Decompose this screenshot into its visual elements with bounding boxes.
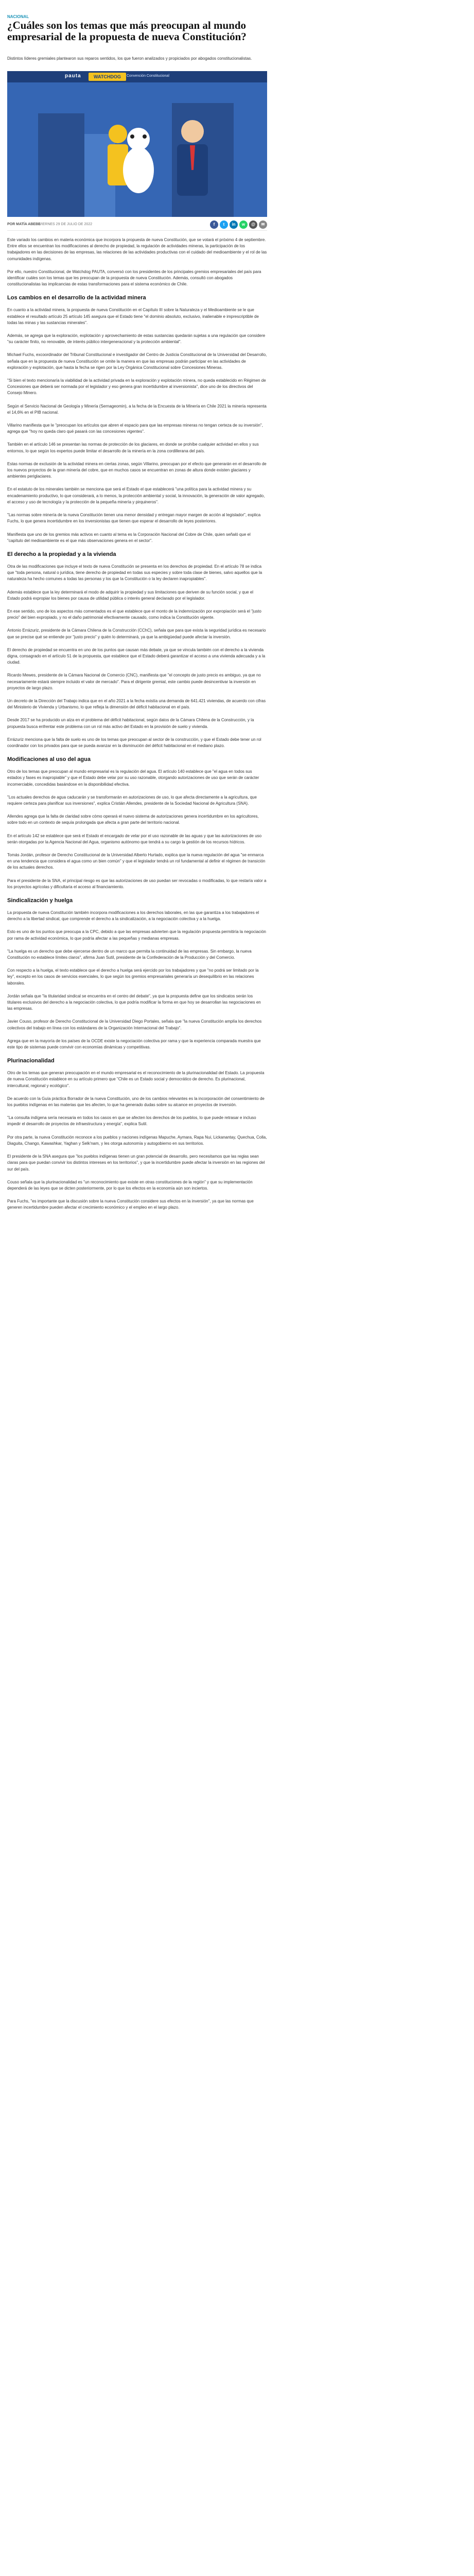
hero-image bbox=[7, 71, 267, 217]
article-paragraph: Villarino manifiesta que le "preocupan los artículos que abren el espacio para que las empresas mineras no tengan certeza de su inversión", agrega que "hoy no queda claro qué pasará con las concesiones vigentes". bbox=[7, 423, 263, 434]
article-paragraph: Este variado los cambios en materia económica que incorpora la propuesta de nueva Constitución, que se votará el próximo 4 de septiembre. Entre ellos se encuentran los modificaciones al derecho de propiedad, la regulación de actividades mineras, la participación de los trabajadores en las decisiones de las empresas, las relaciones de las actividades productivas con el cuidado del medioambiente y el rol de las comunidades indígenas. bbox=[7, 238, 267, 261]
article-paragraph: Michael Fuchs, excoordinador del Tribunal Constitucional e investigador del Centro de Justicia Constitucional de la Universidad del Desarrollo, señala que en la propuesta de nueva Constitución se omite la manera en que las empresas podrán participar en las actividades de exploración y explotación, que hasta la fecha se rigen por la Ley Orgánica Constitucional sobre Concesiones Mineras. bbox=[7, 352, 267, 370]
article-paragraph: En cuanto a la actividad minera, la propuesta de nueva Constitución en el Capítulo III sobre la Naturaleza y el Medioambiente se le que establece el resultado artículo 25 artículo 145 asegura que el Estado tiene "el dominio absoluto, exclusivo, inalienable e imprescriptible de todas las minas y las sustancias minerales". bbox=[7, 308, 259, 325]
article-paragraph: Desde 2017 se ha producido un alza en el problema del déficit habitacional, según datos de la Cámara Chilena de la Construcción, y la propuesta busca enfrentar este problema con un rol más activo del Estado en la provisión de suelo y vivienda. bbox=[7, 718, 254, 729]
article-paragraph: Además establece que la ley determinará el modo de adquirir la propiedad y sus limitaciones que deriven de su función social, y que el Estado podrá expropiar los bienes por causa de utilidad pública o interés general declarado por el legislador. bbox=[7, 589, 254, 601]
article-paragraph: Ricardo Mewes, presidente de la Cámara Nacional de Comercio (CNC), manifiesta que "el concepto de justo precio es ambiguo, ya que no necesariamente estará siempre incluido el valor de mercado". Para el dirigente gremial, este cambio puede desincentivar la inversión en proyectos de largo plazo. bbox=[7, 673, 261, 690]
share-buttons bbox=[210, 221, 267, 229]
article-paragraph: El derecho de propiedad se encuentra en uno de los puntos que causan más debate, ya que se vincula también con el derecho a la vivienda digna, consagrado en el artículo 51 de la propuesta, que establece que el Estado deberá garantizar el acceso a una vivienda adecuada y a la ciudad. bbox=[7, 647, 266, 665]
hero-caption: Convención Constitucional bbox=[127, 74, 169, 78]
mail-share-icon[interactable]: ✉ bbox=[259, 221, 267, 229]
section-heading: Sindicalización y huelga bbox=[7, 897, 73, 904]
section-heading: Modificaciones al uso del agua bbox=[7, 756, 91, 763]
article-paragraph: Para Fuchs, "es importante que la discusión sobre la nueva Constitución considere sus efectos en la inversión", ya que las normas que generen incertidumbre pueden afectar el crecimiento económico y el empleo en el largo plazo. bbox=[7, 1199, 254, 1210]
article-paragraph: "Las normas sobre minería de la nueva Constitución tienen una menor densidad y entregan mayor margen de acción al legislador", explica Fuchs, lo que genera incertidumbre en los inversionistas que tienen que esperar el desarrollo de leyes posteriores. bbox=[7, 513, 261, 524]
section-heading: El derecho a la propiedad y a la vivienda bbox=[7, 551, 116, 557]
watchdog-badge: WATCHDOG bbox=[89, 73, 126, 81]
article-paragraph: "La huelga es un derecho que debe ejercerse dentro de un marco que permita la continuidad de las empresas. Sin embargo, la nueva Constitución no establece límites claros", afirma Juan Sutil, presidente de la Confederación de la Producción y del Comercio. bbox=[7, 948, 252, 960]
article-paragraph: Tomás Jordán, profesor de Derecho Constitucional de la Universidad Alberto Hurtado, explica que la nueva regulación del agua "se enmarca en una tendencia que considera el agua como un bien común" y que el legislador tendrá un rol fundamental al definir el régimen de transición de los actuales derechos. bbox=[7, 853, 266, 870]
article-paragraph: Jordán señala que "la titularidad sindical se encuentra en el centro del debate", ya que la propuesta define que los sindicatos serán los titulares exclusivos del derecho a la negociación colectiva, lo que podría modificar la forma en que hoy se desarrollan las negociaciones en las empresas. bbox=[7, 993, 261, 1011]
article-paragraph: En ese sentido, uno de los aspectos más comentados es el que establece que el monto de la indemnización por expropiación será el "justo precio" del bien expropiado, y no el daño patrimonial efectivamente causado, como indica la Constitución vigente. bbox=[7, 608, 261, 620]
dog-figure bbox=[123, 128, 154, 193]
email-share-icon[interactable]: @ bbox=[249, 221, 257, 229]
whatsapp-share-icon[interactable]: w bbox=[239, 221, 248, 229]
article-paragraph: Por otra parte, la nueva Constitución reconoce a los pueblos y naciones indígenas Mapuche, Aymara, Rapa Nui, Lickanantay, Quechua, Colla, Diaguita, Chango, Kawashkar, Yaghan y Selk'nam, y les otorga autonomía y autogobierno en sus territorios. bbox=[7, 1134, 267, 1146]
article-paragraph: Errázuriz menciona que la falta de suelo es uno de los temas que preocupan al sector de la construcción, y que el Estado debe tener un rol coordinador con los privados para que se pueda avanzar en la disminución del déficit habitacional en el mediano plazo. bbox=[7, 737, 261, 748]
article-paragraph: En el estatuto de los minerales también se menciona que será el Estado el que establecerá "una política para la actividad minera y su encadenamiento productivo, lo que considerará, a lo menos, la protección ambiental y social, la innovación, la generación de valor agregado, el acceso y uso de tecnología y la protección de la pequeña minería y pirquineros". bbox=[7, 487, 265, 504]
article-paragraph: Con respecto a la huelga, el texto establece que el derecho a huelga será ejercido por los trabajadores y que "no podrá ser limitado por la ley", excepto en los casos de servicios esenciales, lo que según los gremios empresariales generaría un desequilibrio en las relaciones laborales. bbox=[7, 968, 259, 986]
article-paragraph: Javier Couso, profesor de Derecho Constitucional de la Universidad Diego Portales, señala que "la nueva Constitución amplía los derechos colectivos del trabajo en línea con los estándares de la Organización Internacional del Trabajo". bbox=[7, 1019, 262, 1030]
businessman-figure bbox=[177, 120, 208, 196]
article-paragraph: "La consulta indígena sería necesaria en todos los casos en que se afecten los derechos de los pueblos, lo que puede retrasar e incluso impedir el desarrollo de proyectos de infraestructura y energía", explica Sutil. bbox=[7, 1115, 256, 1127]
section-tag[interactable]: NACIONAL bbox=[7, 14, 29, 19]
article-paragraph: Por ello, nuestro Constitucional, de Watchdog PAUTA, conversó con los presidentes de los principales gremios empresariales del país para identificar cuáles son los temas que les preocupan de la propuesta de nueva Constitución. Además, consultó con abogados constitucionalistas las implicancias de estas transformaciones para el sistema económico de Chile. bbox=[7, 269, 261, 287]
article-paragraph: Estas normas de exclusión de la actividad minera en ciertas zonas, según Villarino, preocupan por el efecto que generarán en el desarrollo de los nuevos proyectos de la gran minería del cobre, que en muchos casos se encuentran en zonas de altura donde existen glaciares y ambientes periglaciares. bbox=[7, 461, 267, 479]
article-paragraph: "Si bien el texto mencionaría la viabilidad de la actividad privada en la exploración y explotación minera, no queda establecido en Régimen de Concesiones que deberá ser normada por el legislador y eso genera gran incertidumbre al inversionista", dice uno de los directivos del Consejo Minero. bbox=[7, 378, 266, 396]
section-heading: Plurinacionalidad bbox=[7, 1058, 55, 1064]
article-paragraph: En el artículo 142 se establece que será el Estado el encargado de velar por el uso razonable de las aguas y que las autorizaciones de uso serán otorgadas por la Agencia Nacional del Agua, organismo autónomo que tendrá a su cargo la gestión de los recursos hídricos. bbox=[7, 833, 262, 844]
article-lead: Distintos líderes gremiales plantearon sus reparos sentidos, los que fueron analizados y propiciados por abogados constitucionalistas. bbox=[7, 56, 252, 61]
article-paragraph: Para el presidente de la SNA, el principal riesgo es que las autorizaciones de uso puedan ser revocadas o modificadas, lo que restaría valor a los proyectos agrícolas y dificultaría el acceso al financiamiento. bbox=[7, 878, 267, 889]
byline-date: VIERNES 29 DE JULIO DE 2022 bbox=[39, 223, 93, 226]
article-paragraph: Antonio Errázuriz, presidente de la Cámara Chilena de la Construcción (CChC), señala que para que exista la seguridad jurídica es necesario que se precise qué se entiende por "justo precio" y quién lo determinará, ya que la ambigüedad puede afectar la inversión. bbox=[7, 628, 266, 639]
hero-illustration bbox=[7, 82, 267, 217]
article-paragraph: Agrega que en la mayoría de los países de la OCDE existe la negociación colectiva por rama y que la experiencia comparada muestra que este tipo de sistemas puede convivir con economías dinámicas y competitivas. bbox=[7, 1038, 261, 1050]
article-paragraph: El presidente de la SNA asegura que "los pueblos indígenas tienen un gran potencial de desarrollo, pero necesitamos que las reglas sean claras para que puedan convivir los distintos intereses en los territorios", y que la incertidumbre puede afectar la inversión en las regiones del sur del país. bbox=[7, 1154, 265, 1172]
article-paragraph: Además, se agrega que la exploración, explotación y aprovechamiento de estas sustancias quedarán sujetas a una regulación que considere "su carácter finito, no renovable, de interés público intergeneracional y la protección ambiental". bbox=[7, 333, 266, 345]
hero-banner bbox=[7, 71, 267, 82]
pauta-logo: pauta bbox=[65, 73, 81, 79]
article-paragraph: Otra de las modificaciones que incluye el texto de nueva Constitución se presenta en los derechos de propiedad. En el artículo 78 se indica que "toda persona, natural o jurídica, tiene derecho de propiedad en todas sus especies y sobre toda clase de bienes, salvo aquellos que la naturaleza ha hecho comunes a todas las personas y los que la Constitución o la ley declaren inapropiables". bbox=[7, 564, 262, 582]
article-headline: ¿Cuáles son los temas que más preocupan al mundo empresarial de la propuesta de nueva Constitución? bbox=[7, 19, 247, 43]
article-paragraph: Otro de los temas que preocupan al mundo empresarial es la regulación del agua. El artículo 140 establece que "el agua en todos sus estados y fases es inapropiable" y que el Estado debe velar por su uso razonable, otorgando autorizaciones de uso que serán de carácter incomerciable, concedidas basándose en la disponibilidad efectiva. bbox=[7, 769, 259, 787]
facebook-share-icon[interactable]: f bbox=[210, 221, 218, 229]
article-paragraph: La propuesta de nueva Constitución también incorpora modificaciones a los derechos laborales, en las que garantiza a los trabajadores el derecho a la libertad sindical, que comprende el derecho a la sindicalización, a la negociación colectiva y a la huelga. bbox=[7, 910, 259, 922]
article-paragraph: También en el artículo 146 se presentan las normas de protección de los glaciares, en donde se prohíbe cualquier actividad en ellos y sus entornos, lo que según los expertos puede limitar el desarrollo de la minería en la zona cordillerana del país. bbox=[7, 442, 259, 453]
article-paragraph: Allendes agrega que la falta de claridad sobre cómo operará el nuevo sistema de autorizaciones genera incertidumbre en los agricultores, sobre todo en un contexto de sequía prolongada que afecta a gran parte del territorio nacional. bbox=[7, 814, 259, 825]
article-paragraph: "Los actuales derechos de agua caducarán y se transformarán en autorizaciones de uso, lo que afecta directamente a la agricultura, que requiere certeza para planificar sus inversiones", explica Cristián Allendes, presidente de la Sociedad Nacional de Agricultura (SNA). bbox=[7, 794, 257, 806]
twitter-share-icon[interactable]: t bbox=[220, 221, 228, 229]
article-paragraph: Esto es uno de los puntos que preocupa a la CPC, debido a que las empresas advierten que la regulación propuesta permitiría la negociación por rama de actividad económica, lo que podría afectar a las pequeñas y medianas empresas. bbox=[7, 929, 266, 941]
article-body bbox=[7, 237, 267, 2576]
section-heading: Los cambios en el desarrollo de la actividad minera bbox=[7, 295, 146, 301]
article-paragraph: Otro de los temas que generan preocupación en el mundo empresarial es el reconocimiento de la plurinacionalidad del Estado. La propuesta de nueva Constitución establece en su artículo primero que "Chile es un Estado social y democrático de derecho. Es plurinacional, intercultural, regional y ecológico". bbox=[7, 1071, 265, 1088]
linkedin-share-icon[interactable]: in bbox=[230, 221, 238, 229]
article-paragraph: Couso señala que la plurinacionalidad es "un reconocimiento que existe en otras constituciones de la región" y que su implementación dependerá de las leyes que se dicten posteriormente, por lo que los efectos en la economía aún son inciertos. bbox=[7, 1179, 253, 1191]
byline-author[interactable]: POR MATÍA ABEBE bbox=[7, 223, 41, 226]
article-paragraph: De acuerdo con la Guía práctica Borrador de la nueva Constitución, uno de los cambios relevantes es la incorporación del consentimiento de los pueblos indígenas en las materias que les afecten, lo que ha generado dudas sobre su alcance en proyectos de inversión. bbox=[7, 1096, 265, 1108]
article-paragraph: Manifiesta que uno de los gremios más activos en cuanto al tema es la Corporación Nacional del Cobre de Chile, quien señaló que el "capítulo del medioambiente es el que más observaciones genera en el sector". bbox=[7, 532, 251, 543]
byline-row bbox=[7, 221, 267, 231]
article-paragraph: Según el Servicio Nacional de Geología y Minería (Sernageomin), a la fecha de la Encuesta de la Minería en Chile 2021 la minería representa el 14,6% en el PIB nacional. bbox=[7, 403, 267, 415]
article-paragraph: Un decreto de la Dirección del Trabajo indica que en el año 2021 a la fecha existía una demanda de 641.421 viviendas, de acuerdo con cifras del Ministerio de Vivienda y Urbanismo, lo que refleja la dimensión del déficit habitacional en el país. bbox=[7, 698, 266, 710]
